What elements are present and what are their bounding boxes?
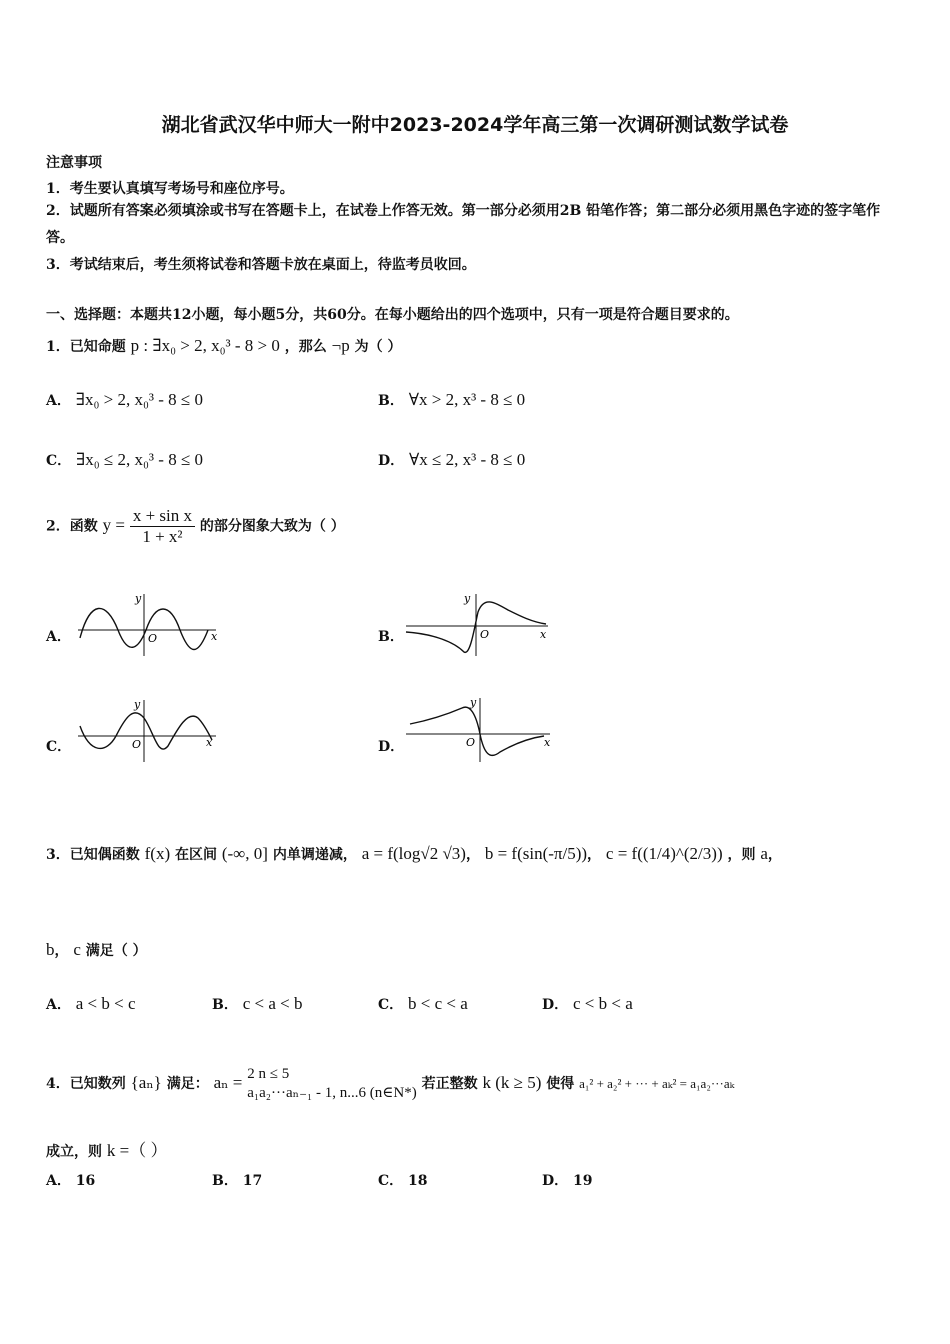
q4-an: aₙ = xyxy=(213,1073,243,1092)
origin-label: O xyxy=(132,738,142,751)
question-3-line-2: b， c 满足（ ） xyxy=(46,940,147,959)
q3-b: b xyxy=(46,940,55,959)
option-label: C． xyxy=(378,1173,404,1189)
q2-option-d-label[interactable]: D． xyxy=(378,739,405,755)
origin-label: O xyxy=(148,632,158,645)
x-label: x xyxy=(206,736,213,749)
option-label: A． xyxy=(46,997,71,1013)
q2-numerator: x + sin x xyxy=(130,506,195,527)
q2-option-c-label[interactable]: C． xyxy=(46,739,72,755)
option-expr: ∃x₀ > 2, x₀³ - 8 ≤ 0 xyxy=(75,390,204,409)
q4-seq: {aₙ} xyxy=(130,1073,162,1092)
q3-interval-text: 在区间 xyxy=(174,847,217,863)
q4-kq: k =（ ） xyxy=(106,1141,168,1160)
q4-case-1: 2 n ≤ 5 xyxy=(247,1066,290,1082)
q4-piecewise xyxy=(247,1066,416,1102)
question-4-line-2 xyxy=(46,1136,167,1161)
notice-item-1: 1．考生要认真填写考场号和座位序号。 xyxy=(46,181,294,197)
q4-cond: 若正整数 xyxy=(421,1076,478,1092)
q3-c: c xyxy=(73,940,81,959)
q1-option-c[interactable] xyxy=(46,450,203,470)
question-1-stem xyxy=(46,336,401,356)
option-value: 18 xyxy=(408,1173,428,1189)
notice-heading: 注意事项 xyxy=(46,155,102,171)
option-label: D． xyxy=(542,997,569,1013)
q4-satisfy: 满足： xyxy=(166,1076,209,1092)
option-label: B． xyxy=(212,1173,238,1189)
question-4-stem xyxy=(46,1066,734,1102)
y-label: y xyxy=(464,592,471,605)
option-expr: c < b < a xyxy=(573,994,633,1013)
y-label: y xyxy=(134,698,141,711)
q4-equation: a₁² + a₂² + ··· + aₖ² = a₁a₂···aₖ xyxy=(579,1076,735,1091)
y-label: y xyxy=(470,696,477,709)
option-expr: ∀x ≤ 2, x³ - 8 ≤ 0 xyxy=(409,450,526,469)
q1-proposition: p : ∃x₀ > 2, x₀³ - 8 > 0 xyxy=(130,336,280,355)
x-label: x xyxy=(544,736,551,749)
option-label: A． xyxy=(46,1173,71,1189)
option-label: B． xyxy=(212,997,238,1013)
q4-make: 使得 xyxy=(546,1076,575,1092)
origin-label: O xyxy=(480,628,490,641)
option-value: 17 xyxy=(242,1173,263,1189)
q3-monotonic: 内单调递减， xyxy=(272,847,357,863)
q3-option-a[interactable] xyxy=(46,994,136,1014)
option-label: C． xyxy=(46,453,72,469)
notice-item-3: 3．考试结束后，考生须将试卷和答题卡放在桌面上，待监考员收回。 xyxy=(46,257,476,273)
q3-then: ，则 xyxy=(727,847,756,863)
q4-case-2: a₁a₂···aₙ₋₁ - 1, n...6 (n∈N*) xyxy=(247,1085,417,1101)
question-3-stem: 3．已知偶函数 f(x) 在区间 (-∞, 0] 内单调递减， a = f(log√2 √3)， b = f(sin(-π/5))， c = f((1/4)^(2/3)) ，则 a， xyxy=(46,844,782,863)
q4-prefix: 4．已知数列 xyxy=(46,1076,126,1092)
option-expr: a < b < c xyxy=(75,994,136,1013)
q4-option-b[interactable] xyxy=(212,1170,262,1190)
question-2-stem xyxy=(46,506,345,547)
q2-graph-b[interactable] xyxy=(404,590,554,660)
option-expr: b < c < a xyxy=(408,994,468,1013)
q3-fx: f(x) xyxy=(144,844,171,863)
q2-suffix: 的部分图象大致为（ ） xyxy=(199,518,345,535)
option-expr: ∃x₀ ≤ 2, x₀³ - 8 ≤ 0 xyxy=(76,450,204,469)
q3-satisfy: 满足（ ） xyxy=(85,943,147,959)
option-label: B． xyxy=(378,393,404,409)
q4-k: k (k ≥ 5) xyxy=(482,1073,542,1092)
option-label: A． xyxy=(46,393,71,409)
q1-negation: ¬p xyxy=(331,336,350,355)
q1-option-b[interactable] xyxy=(378,390,525,410)
q2-option-a-label[interactable]: A． xyxy=(46,629,71,645)
q1-middle: ，那么 xyxy=(284,339,327,355)
y-label: y xyxy=(135,592,142,605)
section-one-instructions: 一、选择题：本题共12小题，每小题5分，共60分。在每小题给出的四个选项中，只有一项是符合题目要求的。 xyxy=(46,307,739,323)
q2-fraction xyxy=(130,506,195,547)
notice-item-2: 2．试题所有答案必须填涂或书写在答题卡上，在试卷上作答无效。第一部分必须用2B 铅笔作答；第二部分必须用黑色字迹的签字笔作答。 xyxy=(46,203,881,246)
q1-option-d[interactable] xyxy=(378,450,525,470)
q3-option-d[interactable] xyxy=(542,994,633,1014)
q1-prefix: 1．已知命题 xyxy=(46,339,126,355)
q4-option-a[interactable] xyxy=(46,1170,95,1190)
q3-a: a xyxy=(760,844,768,863)
q4-line2: 成立，则 xyxy=(46,1144,102,1160)
q2-denominator: 1 + x² xyxy=(142,527,183,546)
origin-label: O xyxy=(466,736,476,749)
option-expr: ∀x > 2, x³ - 8 ≤ 0 xyxy=(408,390,526,409)
x-label: x xyxy=(540,628,547,641)
q1-option-a[interactable] xyxy=(46,390,203,410)
option-label: D． xyxy=(542,1173,569,1189)
q4-option-d[interactable] xyxy=(542,1170,593,1190)
curve xyxy=(410,707,544,755)
q3-interval: (-∞, 0] xyxy=(221,844,268,863)
q2-prefix: 2．函数 xyxy=(46,518,98,535)
q2-graph-a[interactable] xyxy=(76,590,221,660)
q3-option-c[interactable] xyxy=(378,994,468,1014)
q3-c-expr: c = f((1/4)^(2/3)) xyxy=(605,844,723,863)
option-value: 19 xyxy=(573,1173,593,1189)
exam-title: 湖北省武汉华中师大一附中2023-2024学年高三第一次调研测试数学试卷 xyxy=(161,114,789,136)
x-label: x xyxy=(211,630,218,643)
curve xyxy=(80,713,212,749)
q2-graph-c[interactable] xyxy=(76,696,221,766)
q3-prefix: 3．已知偶函数 xyxy=(46,847,140,863)
q3-option-b[interactable] xyxy=(212,994,302,1014)
q2-graph-d[interactable] xyxy=(404,694,554,766)
q3-a-expr: a = f(log√2 √3) xyxy=(361,844,466,863)
option-label: C． xyxy=(378,997,404,1013)
option-label: D． xyxy=(378,453,405,469)
option-value: 16 xyxy=(75,1173,96,1189)
option-expr: c < a < b xyxy=(242,994,303,1013)
q2-lhs: y = xyxy=(102,515,125,535)
q1-suffix: 为（ ） xyxy=(354,339,402,355)
q3-b-expr: b = f(sin(-π/5)) xyxy=(484,844,588,863)
q4-option-c[interactable] xyxy=(378,1170,428,1190)
q2-option-b-label[interactable]: B． xyxy=(378,629,404,645)
